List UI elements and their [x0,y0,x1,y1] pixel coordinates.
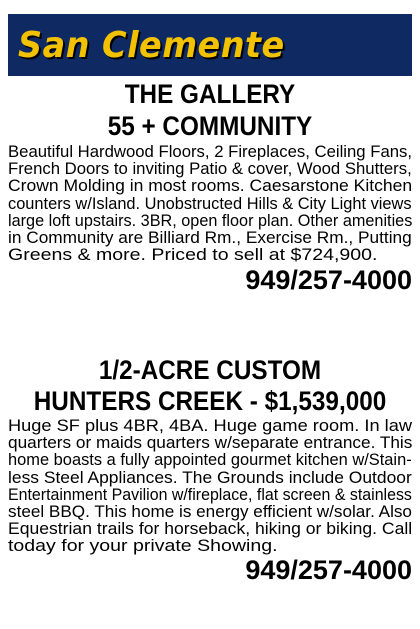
listing-headline: HUNTERS CREEK - $1,539,000 [33,386,387,416]
listing-hunters-creek [8,356,412,585]
description-line: steel BBQ. This home is energy efficient w/solar. Also [8,502,412,522]
description-line: French Doors to inviting Patio & cover, Wood Shutters, [8,159,412,179]
description-line: Beautiful Hardwood Floors, 2 Fireplaces, Ceiling Fans, [8,142,413,161]
listing-description [8,143,412,263]
listing-headline: THE GALLERY [124,79,296,109]
description-line: Crown Molding in most rooms. Caesarstone Kitchen [8,176,413,196]
listing-headline: 55 + COMMUNITY [107,111,313,141]
description-line: Entertainment Pavilion w/fireplace, flat screen & stainless [8,484,412,504]
description-line: Equestrian trails for horseback, hiking or biking. Call [8,519,413,539]
description-line: home boasts a fully appointed gourmet kitchen w/Stain- [8,450,412,470]
city-title: San Clemente [18,25,285,66]
description-line: counters w/Island. Unobstructed Hills & City Light views [8,193,412,213]
header-banner [8,14,412,76]
description-line: large loft upstairs. 3BR, open floor plan. Other amenities [8,210,413,230]
phone-number: 949/257-4000 [245,265,412,296]
description-line: today for your private Showing. [8,536,278,556]
description-line: Greens & more. Priced to sell at $724,900. [8,245,378,265]
listing-description [8,417,412,555]
phone-number: 949/257-4000 [245,554,412,585]
description-line: less Steel Appliances. The Grounds include Outdoor [8,467,412,487]
description-line: quarters or maids quarters w/separate entrance. This [8,433,413,453]
listing-the-gallery [8,80,412,295]
description-line: Huge SF plus 4BR, 4BA. Huge game room. In law [8,416,413,435]
listing-headline: 1/2-ACRE CUSTOM [98,355,322,385]
description-line: in Community are Billiard Rm., Exercise Rm., Putting [8,228,412,248]
